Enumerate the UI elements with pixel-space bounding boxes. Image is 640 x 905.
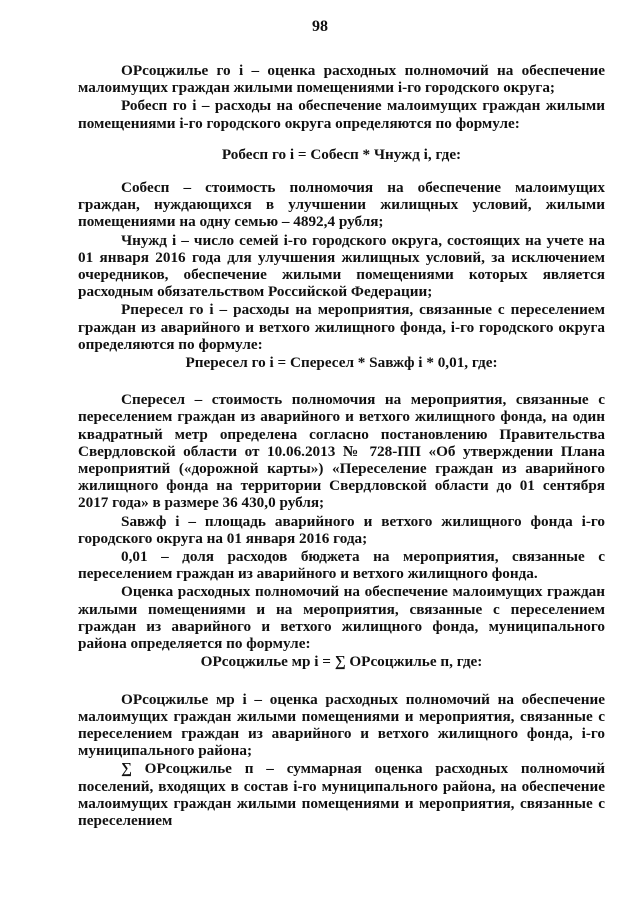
formula-orsoczhilye-mr: ОРсоцжилье мр i = ∑ ОРсоцжилье п, где: <box>200 653 483 671</box>
paragraph-sobesp-definition: Собесп – стоимость полномочия на обеспечение малоимущих граждан, нуждающихся в улучшении жилищных условий, жилыми помещениями на одну семью – 4892,4 рубля; <box>78 179 605 231</box>
paragraph-budget-share-definition: 0,01 – доля расходов бюджета на мероприятия, связанные с переселением граждан из аварийного и ветхого жилищного фонда. <box>78 548 605 583</box>
formula-rpeRESEL: Рпересел го i = Спересел * Sавжф i * 0,01, где: <box>185 354 498 372</box>
paragraph-savzhf-definition: Sавжф i – площадь аварийного и ветхого жилищного фонда i-го городского округа на 01 января 2016 года; <box>78 512 605 547</box>
formula-robesp: Робесп го i = Собесп * Чнужд i, где: <box>221 145 462 163</box>
paragraph-sum-orsoczhilye-definition: ∑ ОРсоцжилье п – суммарная оценка расходных полномочий поселений, входящих в состав i-го муниципального района, на обеспечение малоимущих граждан жилыми помещениями и мероприятия, связанные с переселением <box>78 760 605 829</box>
paragraph-orsoczhilye-go-definition: ОРсоцжилье го i – оценка расходных полномочий на обеспечение малоимущих граждан жилыми помещениями i-го городского округа; <box>78 62 605 97</box>
paragraph-chnuzhd-definition: Чнужд i – число семей i-го городского округа, состоящих на учете на 01 января 2016 года для улучшения жилищных условий, за исключением очередников, обеспечение жилыми помещениями которых является расходным обязательством Российской Федерации; <box>78 231 605 301</box>
paragraph-orsoczhilye-mr-definition: ОРсоцжилье мр i – оценка расходных полномочий на обеспечение малоимущих граждан жилыми помещениями и мероприятия, связанные с переселением граждан из аварийного и ветхого жилищного фонда, i-го муниципального района; <box>78 690 605 760</box>
paragraph-robesp-intro: Робесп го i – расходы на обеспечение малоимущих граждан жилыми помещениями i-го городского округа определяются по формуле: <box>78 97 605 132</box>
paragraph-district-assessment-intro: Оценка расходных полномочий на обеспечение малоимущих граждан жилыми помещениями и на мероприятия, связанные с переселением граждан из аварийного и ветхого жилищного фонда, муниципального района определяется по формуле: <box>78 583 605 653</box>
page-number: 98 <box>312 18 328 35</box>
paragraph-speRESEL-definition: Спересел – стоимость полномочия на мероприятия, связанные с переселением граждан из аварийного и ветхого жилищного фонда, на один квадратный метр определена согласно постановлению Правительства Свердловской области от 10.06.2013 № 728-ПП «Об утверждении Плана мероприятий («дорожной карты») «Переселение граждан из аварийного жилищного фонда на территории Свердловской области до 01 сентября 2017 года» в размере 36 430,0 рубля; <box>78 391 605 512</box>
document-body <box>78 62 605 829</box>
paragraph-rpeRESEL-intro: Рпересел го i – расходы на мероприятия, связанные с переселением граждан из аварийного и ветхого жилищного фонда, i-го городского округа определяются по формуле: <box>78 301 605 353</box>
